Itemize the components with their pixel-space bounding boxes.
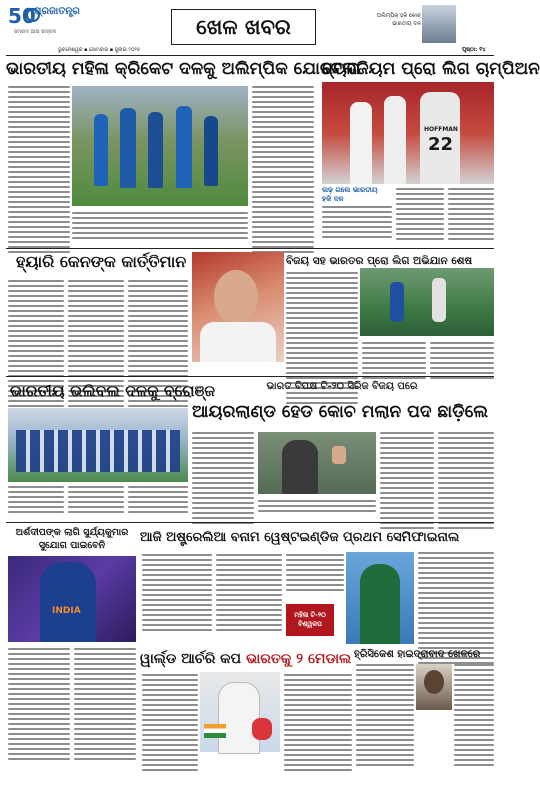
semifinal-text-col1 bbox=[142, 554, 212, 631]
arshdeep-text-col1 bbox=[8, 648, 70, 760]
coach-kicker: ଭାରତ ବିପକ୍ଷ ଟି-୨୦ ସିରିଜ ବିଜୟ ପରେ bbox=[266, 381, 418, 392]
divider bbox=[6, 522, 494, 523]
section-title-box bbox=[171, 9, 316, 45]
dateline: ଭୁବନେଶ୍ୱର ▪ ସୋମବାର ▪ ଜୁଲାଇ ୨୦୨୫ bbox=[58, 47, 141, 53]
semifinal-text-col4 bbox=[418, 552, 494, 664]
brand-name: ପ୍ରଜାତନ୍ତ୍ର bbox=[34, 6, 80, 17]
volleyball-team-photo bbox=[8, 408, 188, 482]
player-figure bbox=[360, 564, 400, 644]
worldcup-badge-text: ମହିଳା ଟି-୨୦ ବିଶ୍ୱକପ bbox=[294, 611, 326, 628]
worldcup-badge bbox=[286, 604, 334, 636]
coach-photo bbox=[258, 432, 376, 494]
player-figure bbox=[204, 116, 218, 186]
hockey-tour-text-col3 bbox=[430, 342, 494, 379]
thumbs-up bbox=[332, 446, 346, 464]
hyderabad-headline: ହ୍ରିସିକେଶ ହାଇଦ୍ରାବାଦ ଖେଳରେ bbox=[354, 649, 481, 660]
team-row bbox=[16, 430, 180, 472]
player-figure bbox=[148, 112, 163, 188]
coach-text-col4 bbox=[438, 432, 494, 529]
promo-photo bbox=[422, 5, 456, 43]
coach-text-col2 bbox=[258, 500, 376, 512]
semifinal-text-col2 bbox=[216, 554, 282, 631]
arshdeep-photo bbox=[8, 556, 136, 642]
hockey-tour-photo bbox=[360, 268, 494, 336]
kane-headline: ହ୍ୟାରି କେନଙ୍କ କାର୍ତ୍ତିମାନ bbox=[16, 252, 187, 271]
women-cricket-headline: ଭାରତୀୟ ମହିଳା କ୍ରିକେଟ ଦଳକୁ ଅଲିମ୍ପିକ ଯୋଗ୍ୟତା bbox=[6, 59, 361, 79]
archery-headline-part2: ଭାରତକୁ ୨ ମେଡାଲ bbox=[246, 651, 352, 667]
hyderabad-photo bbox=[416, 664, 452, 710]
face bbox=[214, 270, 258, 324]
coach-headline: ଆୟରଲାଣ୍ଡ ହେଡ କୋଚ ମଲାନ ପଦ ଛାଡ଼ିଲେ bbox=[192, 402, 489, 422]
player-figure bbox=[390, 282, 404, 322]
hyderabad-text-col1 bbox=[356, 664, 414, 766]
player-figure bbox=[432, 278, 446, 322]
player-figure bbox=[176, 106, 192, 188]
promo-text: ଅଲିମ୍ପିକ୍ ହକି କୋଚ୍ ଭାରତୀୟ ଦଳ bbox=[376, 13, 421, 27]
jersey-text: INDIA bbox=[52, 606, 81, 616]
archery-photo bbox=[200, 672, 280, 752]
masthead bbox=[0, 0, 500, 52]
anniversary-logo bbox=[8, 4, 34, 30]
section-title: ଖେଳ ଖବର bbox=[196, 14, 291, 39]
coach-figure bbox=[282, 440, 318, 494]
semifinal-text-col3 bbox=[286, 554, 344, 591]
bronze-text-col2 bbox=[68, 486, 124, 513]
semifinal-headline: ଆଜି ଅଷ୍ଟ୍ରେଲିଆ ବନାମ ୱେଷ୍ଟଇଣ୍ଡିଜ ପ୍ରଥମ ସେମିଫାଇନାଲ bbox=[140, 530, 460, 545]
kane-photo bbox=[192, 252, 284, 362]
arshdeep-text-col2 bbox=[74, 648, 136, 760]
belgium-subhead: ଲଢ଼ ଗଲେ ଭାରତୀୟ ହକି ଦଳ bbox=[322, 186, 378, 203]
archery-text-col1 bbox=[142, 674, 198, 771]
women-cricket-text-col3 bbox=[252, 86, 314, 253]
hyderabad-text-col2 bbox=[454, 664, 494, 766]
semifinal-photo bbox=[346, 552, 414, 644]
bronze-text-col3 bbox=[128, 486, 188, 513]
hockey-tour-text-col2 bbox=[362, 342, 426, 379]
belgium-text-col2 bbox=[396, 188, 444, 240]
belgium-headline: ବେଲଜିୟମ ପ୍ରୋ ଲିଗ ଚାମ୍ପିଅନ bbox=[322, 59, 540, 79]
shirt bbox=[200, 322, 276, 362]
women-cricket-team-photo bbox=[72, 86, 248, 206]
belgium-hockey-photo bbox=[322, 82, 494, 184]
archery-headline-part1: ୱାର୍ଲ୍ଡ ଆର୍ଚରି କପ bbox=[140, 651, 241, 667]
bronze-text-col1 bbox=[8, 486, 64, 513]
belgium-text-col3 bbox=[448, 188, 494, 240]
women-cricket-text-col1 bbox=[8, 86, 70, 253]
player-figure bbox=[384, 96, 406, 184]
player-figure bbox=[120, 108, 136, 188]
face bbox=[424, 670, 444, 694]
player-figure bbox=[94, 114, 108, 186]
page-number: ପୃଷ୍ଠା: ୧୪ bbox=[462, 47, 486, 53]
flag-icon bbox=[204, 724, 226, 738]
women-cricket-text-col2 bbox=[72, 212, 248, 239]
bronze-headline: ଭାରତୀୟ ଭଲିବଲ ଦଳକୁ ବ୍ରୋଞ୍ଜ bbox=[10, 382, 215, 400]
divider bbox=[6, 376, 494, 377]
tagline: ସମ୍ବାଦ ଆଉ ସମ୍ବାଦ bbox=[14, 29, 57, 35]
hockey-tour-headline: ବିଜୟ ସହ ଭାରତର ପ୍ରୋ ଲିଗ ଅଭିଯାନ ଶେଷ bbox=[286, 255, 473, 267]
jersey-number: 22 bbox=[428, 134, 454, 155]
player-figure bbox=[40, 562, 96, 642]
archery-headline bbox=[140, 648, 360, 667]
belgium-text-col1 bbox=[322, 206, 392, 238]
coach-text-col3 bbox=[380, 432, 434, 529]
archery-text-col2 bbox=[284, 674, 352, 771]
divider bbox=[6, 248, 494, 249]
archer-figure bbox=[218, 682, 260, 754]
arshdeep-headline: ଅର୍ଶଦୀପଙ୍କ ଲାଗି ସୁର୍ଯ୍ୟକୁମାର ସୁଯୋଗ ପାଇବେନି bbox=[15, 527, 129, 551]
player-figure bbox=[350, 102, 372, 184]
years-number: 50 bbox=[8, 4, 36, 28]
masthead-rule bbox=[6, 55, 494, 56]
jersey-name: HOFFMAN bbox=[424, 126, 458, 133]
mascot-icon bbox=[252, 718, 272, 740]
coach-text-col1 bbox=[192, 432, 254, 524]
